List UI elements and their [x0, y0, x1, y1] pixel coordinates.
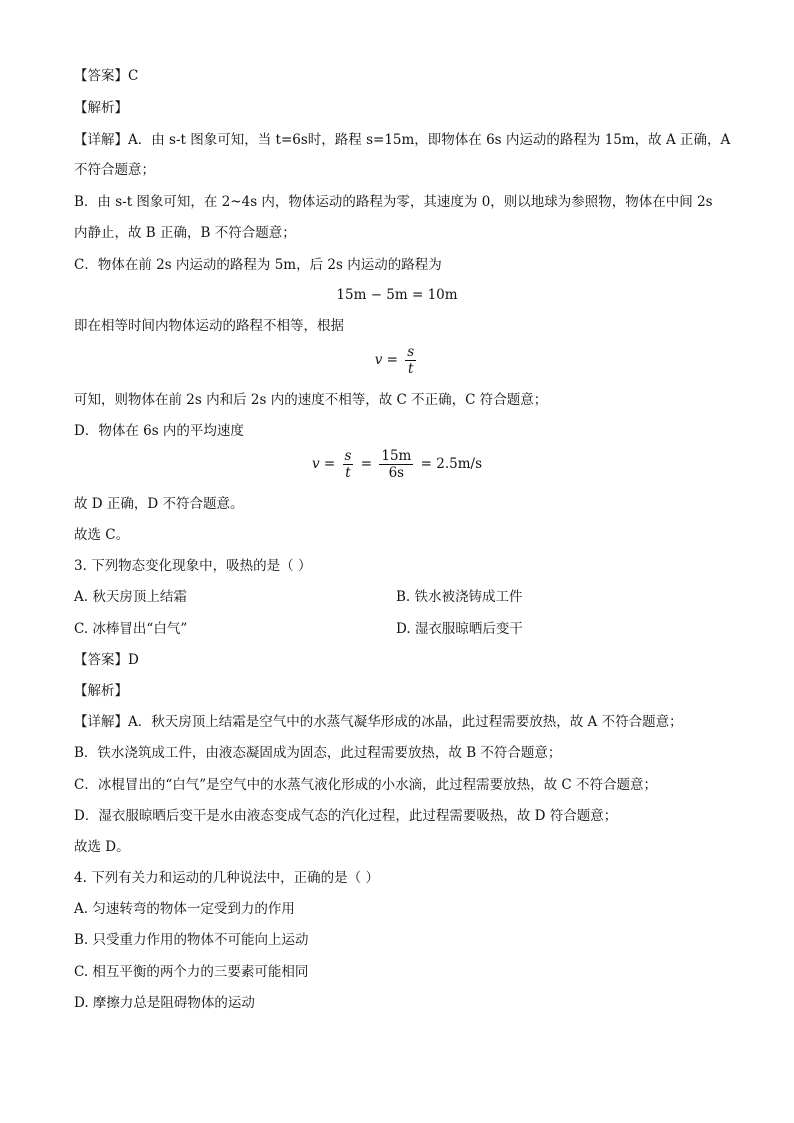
fraction-denominator: t	[345, 465, 351, 481]
option-b: B. 只受重力作用的物体不可能向上运动	[74, 932, 309, 948]
detail-line: 【详解】A．秋天房顶上结霜是空气中的水蒸气凝华形成的冰晶，此过程需要放热，故 A 不符合题意；	[74, 714, 683, 730]
choose-line: 故选 C。	[74, 527, 130, 543]
option-b: B. 铁水被浇铸成工件	[396, 589, 523, 605]
option-a: A. 匀速转弯的物体一定受到力的作用	[74, 901, 295, 917]
question-stem: 4. 下列有关力和运动的几种说法中，正确的是（ ）	[74, 870, 379, 886]
fraction	[405, 344, 416, 377]
answer-label: 【答案】D	[74, 652, 139, 668]
detail-line: 不符合题意；	[74, 162, 155, 178]
equation-1: 15m − 5m = 10m	[336, 287, 458, 303]
answer-label: 【答案】C	[74, 68, 139, 84]
equation-2	[0, 344, 794, 377]
analysis-label: 【解析】	[74, 683, 128, 699]
equation-3	[0, 448, 794, 481]
detail-line: 可知，则物体在前 2s 内和后 2s 内的速度不相等，故 C 不正确，C 符合题意；	[74, 392, 548, 408]
option-d: D. 摩擦力总是阻碍物体的运动	[74, 995, 255, 1011]
detail-line: B．由 s-t 图象可知，在 2~4s 内，物体运动的路程为零，其速度为 0，则以地球为参照物，物体在中间 2s	[74, 194, 713, 210]
fraction-numerator: s	[407, 344, 415, 360]
detail-line: D．物体在 6s 内的平均速度	[74, 423, 244, 439]
fraction-denominator: 6s	[388, 465, 405, 481]
option-c: C. 相互平衡的两个力的三要素可能相同	[74, 964, 309, 980]
fraction-denominator: t	[408, 361, 414, 377]
detail-line: B．铁水浇筑成工件，由液态凝固成为固态，此过程需要放热，故 B 不符合题意；	[74, 745, 562, 761]
choose-line: 故选 D。	[74, 839, 130, 855]
detail-line: C．物体在前 2s 内运动的路程为 5m，后 2s 内运动的路程为	[74, 257, 442, 273]
detail-line: 【详解】A．由 s-t 图象可知，当 t=6s时，路程 s=15m，即物体在 6s 内运动的路程为 15m，故 A 正确，A	[74, 132, 731, 148]
option-c: C. 冰棒冒出“白气”	[74, 621, 188, 637]
detail-line: C．冰棍冒出的“白气”是空气中的水蒸气液化形成的小水滴，此过程需要放热，故 C 不符合题意；	[74, 777, 658, 793]
detail-line: 故 D 正确，D 不符合题意。	[74, 496, 244, 512]
fraction-numerator: s	[344, 448, 352, 464]
eq-lhs: v =	[311, 456, 336, 472]
option-a: A. 秋天房顶上结霜	[74, 589, 187, 605]
detail-line: 内静止，故 B 正确，B 不符合题意；	[74, 225, 296, 241]
detail-line: D．湿衣服晾晒后变干是水由液态变成气态的汽化过程，此过程需要吸热，故 D 符合题意；	[74, 808, 618, 824]
eq-result: = 2.5m/s	[420, 456, 482, 472]
option-d: D. 湿衣服晾晒后变干	[396, 621, 523, 637]
detail-line: 即在相等时间内物体运动的路程不相等，根据	[74, 318, 344, 334]
eq-lhs: v =	[374, 352, 398, 368]
fraction-numerator: 15m	[381, 448, 412, 464]
fraction	[343, 448, 354, 481]
eq-equals: =	[360, 456, 373, 472]
analysis-label: 【解析】	[74, 100, 128, 116]
question-stem: 3. 下列物态变化现象中，吸热的是（ ）	[74, 558, 312, 574]
fraction	[379, 448, 413, 481]
